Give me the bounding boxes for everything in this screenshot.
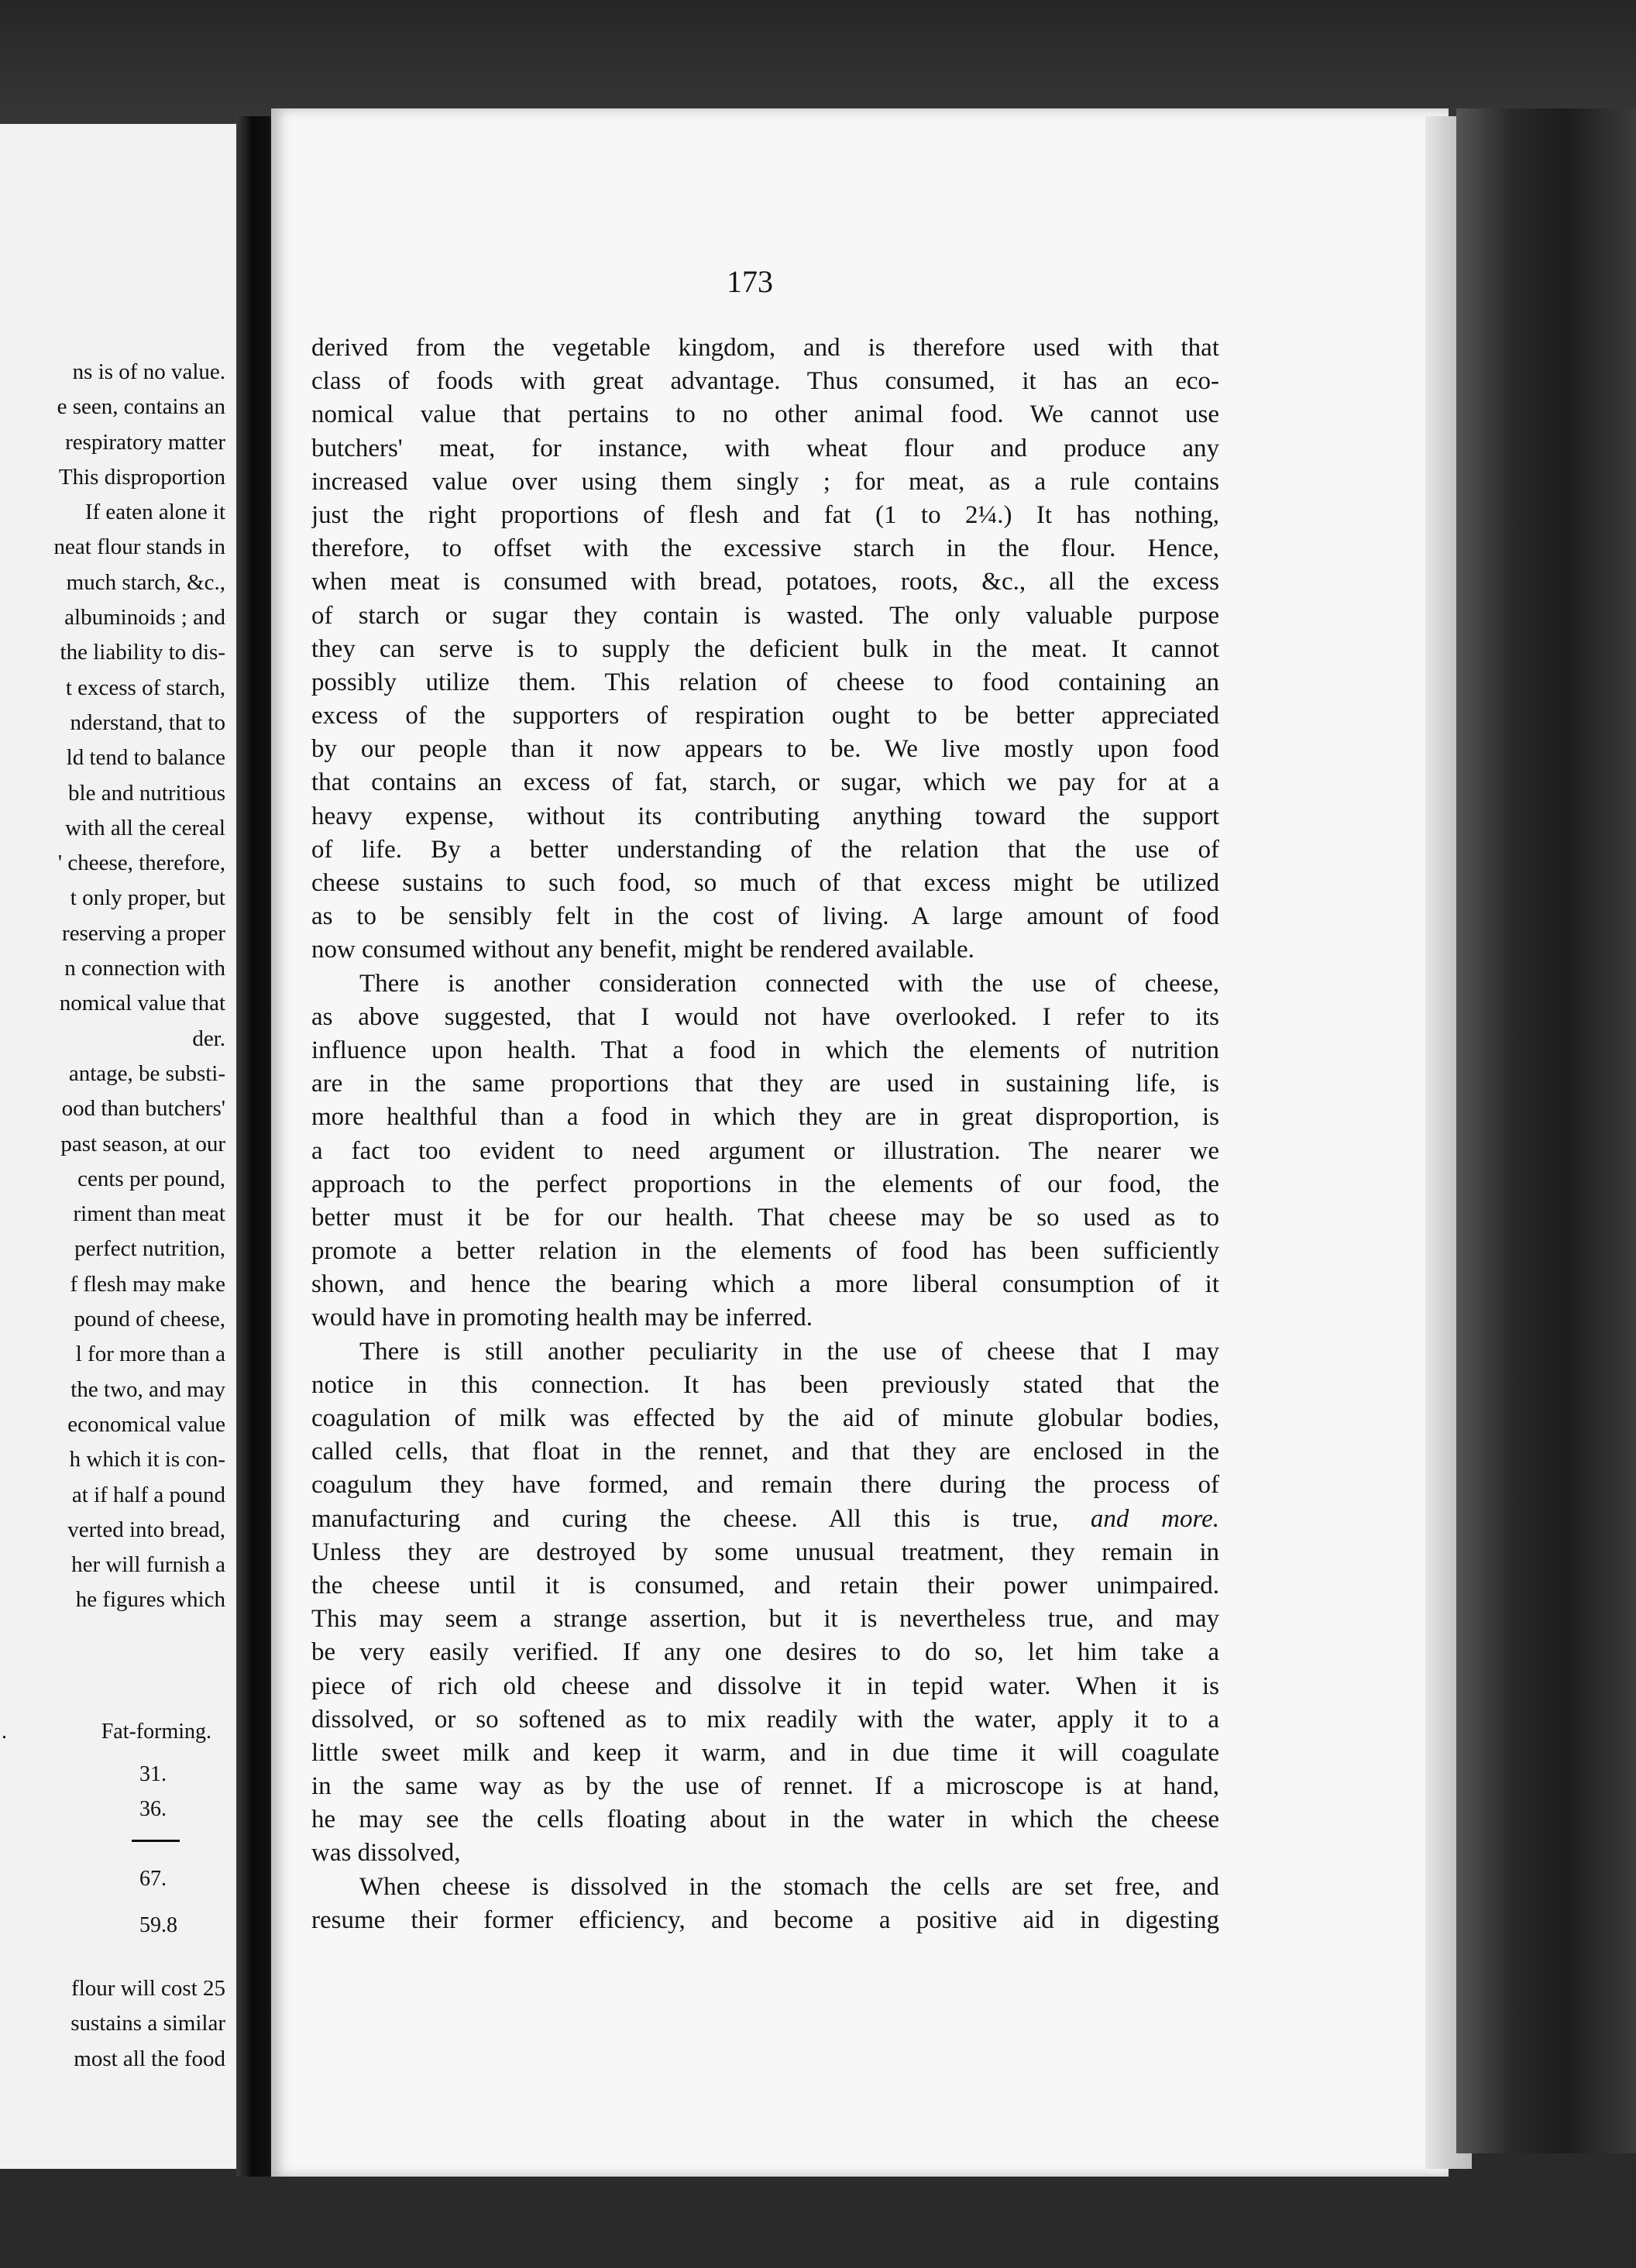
text-line [311, 1871, 1219, 1904]
text-line [311, 766, 1219, 799]
text-line-content: excess of the supporters of respiration ought to be better appreciated [311, 702, 1219, 730]
text-line [311, 1301, 1219, 1335]
left-text-line: e seen, contains an [57, 394, 225, 420]
left-text-line: with all the cereal [65, 815, 225, 840]
text-line-content: notice in this connection. It has been previously stated that the [311, 1370, 1219, 1399]
left-text-line: ns is of no value. [72, 359, 225, 384]
emphasis-text: and more. [1090, 1504, 1219, 1533]
left-text-line: t excess of starch, [65, 675, 225, 700]
text-line [311, 699, 1219, 733]
text-line [311, 365, 1219, 398]
text-line-content: he may see the cells floating about in the water in which the cheese [311, 1806, 1219, 1834]
text-line [311, 1469, 1219, 1502]
text-line [311, 1402, 1219, 1435]
left-table-rule [132, 1840, 180, 1842]
text-line [311, 1803, 1219, 1837]
left-text-line: riment than meat [73, 1201, 225, 1227]
text-line [311, 900, 1219, 933]
text-line-content: now consumed without any benefit, might be rendered available. [311, 936, 974, 964]
left-text-line: ' cheese, therefore, [57, 850, 225, 876]
text-line [311, 1101, 1219, 1134]
left-text-line: economical value [67, 1411, 225, 1437]
left-text-line: much starch, &c., [66, 569, 225, 595]
text-line-content: of starch or sugar they contain is wasted. The only valuable purpose [311, 601, 1219, 630]
text-line-content: There is another consideration connected with the use of cheese, [359, 969, 1219, 998]
text-line-content: as to be sensibly felt in the cost of living. A large amount of food [311, 902, 1219, 931]
left-text-line: her will furnish a [71, 1552, 225, 1578]
text-line-content: resume their former efficiency, and become a positive aid in digesting [311, 1905, 1219, 1934]
text-line [311, 833, 1219, 867]
text-line [311, 1536, 1219, 1569]
text-line [311, 933, 1219, 967]
text-line-content: the cheese until it is consumed, and retain their power unimpaired. [311, 1571, 1219, 1600]
left-page-bottom-text [0, 1971, 225, 2077]
text-line [311, 1703, 1219, 1737]
left-text-line: past season, at our [60, 1131, 225, 1156]
text-line [311, 432, 1219, 466]
left-text-line: ble and nutritious [68, 780, 225, 806]
text-line [311, 967, 1219, 1001]
text-line-content: derived from the vegetable kingdom, and is therefore used with that [311, 334, 1219, 362]
text-line [311, 1503, 1219, 1536]
left-text-line: h which it is con- [69, 1447, 225, 1472]
left-text-line: he figures which [75, 1587, 225, 1613]
text-line-content: are in the same proportions that they are used in sustaining life, is [311, 1070, 1219, 1098]
text-line [311, 1670, 1219, 1703]
text-line [311, 733, 1219, 766]
text-line [311, 499, 1219, 532]
text-line [311, 1837, 1219, 1870]
text-line-content: they can serve is to supply the deficient bulk in the meat. It cannot [311, 634, 1219, 663]
text-line-content: class of foods with great advantage. Thus consumed, it has an eco- [311, 367, 1219, 396]
text-line-content: better must it be for our health. That cheese may be so used as to [311, 1203, 1219, 1232]
left-text-line: nderstand, that to [70, 710, 225, 735]
left-text-line: l for more than a [75, 1342, 225, 1367]
page-number: 173 [727, 264, 773, 299]
text-line-content: influence upon health. That a food in which the elements of nutrition [311, 1036, 1219, 1064]
left-text-line: pound of cheese, [74, 1307, 225, 1332]
left-text-line: most all the food [74, 2046, 225, 2071]
left-page [0, 124, 236, 2169]
text-line-content: dissolved, or so softened as to mix readily with the water, apply it to a [311, 1705, 1219, 1734]
left-text-line: flour will cost 25 [71, 1976, 225, 2001]
text-line [311, 1369, 1219, 1402]
text-line-content: little sweet milk and keep it warm, and in due time it will coagulate [311, 1738, 1219, 1767]
text-line-content: This may seem a strange assertion, but it is nevertheless true, and may [311, 1605, 1219, 1634]
text-line-content: by our people than it now appears to be. We live mostly upon food [311, 735, 1219, 764]
text-line [311, 532, 1219, 565]
text-line-content: promote a better relation in the elements of food has been sufficiently [311, 1237, 1219, 1266]
text-line [311, 565, 1219, 599]
text-line [311, 1201, 1219, 1235]
text-line [311, 600, 1219, 633]
text-line [311, 1135, 1219, 1168]
left-text-line: albuminoids ; and [64, 605, 225, 631]
text-line-content: a fact too evident to need argument or illustration. The nearer we [311, 1136, 1219, 1165]
text-line-content: manufacturing and curing the cheese. All this is true, [311, 1504, 1091, 1533]
text-line-content: just the right proportions of flesh and fat (1 to 2¼.) It has nothing, [311, 500, 1219, 529]
text-line [311, 1435, 1219, 1469]
text-line [311, 867, 1219, 900]
left-text-line: at if half a pound [71, 1482, 225, 1507]
text-line [311, 1235, 1219, 1268]
text-line [311, 1067, 1219, 1101]
text-line [311, 1001, 1219, 1034]
text-line-content: There is still another peculiarity in the use of cheese that I may [359, 1337, 1219, 1366]
text-line [311, 1770, 1219, 1803]
left-text-line: perfect nutrition, [74, 1236, 225, 1262]
left-text-line: nomical value that [59, 991, 225, 1016]
left-text-line: der. [192, 1026, 225, 1051]
text-line-content: in the same way as by the use of rennet. If a microscope is at hand, [311, 1772, 1219, 1801]
left-text-line: ood than butchers' [61, 1096, 225, 1122]
left-table-value: 31. [139, 1762, 167, 1786]
left-text-line: the liability to dis- [60, 640, 225, 665]
book-cover-edge [1456, 108, 1636, 2153]
text-line [311, 1603, 1219, 1636]
text-line [311, 466, 1219, 499]
text-line-content: more healthful than a food in which they are in great disproportion, is [311, 1103, 1219, 1132]
text-line-content: was dissolved, [311, 1839, 461, 1868]
text-line-content: therefore, to offset with the excessive starch in the flour. Hence, [311, 534, 1219, 563]
text-line [311, 1636, 1219, 1669]
left-text-line: respiratory matter [65, 429, 225, 455]
text-line-content: butchers' meat, for instance, with wheat flour and produce any [311, 434, 1219, 462]
text-line-content: increased value over using them singly ; for meat, as a rule contains [311, 467, 1219, 496]
left-table-value: 59.8 [139, 1913, 177, 1937]
text-line [311, 1168, 1219, 1201]
text-line-content: nomical value that pertains to no other animal food. We cannot use [311, 400, 1219, 429]
left-text-line: antage, be substi- [68, 1060, 225, 1086]
left-text-line: the two, and may [70, 1376, 225, 1402]
text-line-content: coagulation of milk was effected by the aid of minute globular bodies, [311, 1404, 1219, 1432]
text-line-content: be very easily verified. If any one desires to do so, let him take a [311, 1638, 1219, 1667]
text-line [311, 1335, 1219, 1369]
text-line-content: of life. By a better understanding of the relation that the use of [311, 835, 1219, 864]
text-line-content: piece of rich old cheese and dissolve it in tepid water. When it is [311, 1672, 1219, 1700]
text-line [311, 1268, 1219, 1301]
text-line-content: When cheese is dissolved in the stomach the cells are set free, and [359, 1872, 1219, 1901]
text-line [311, 666, 1219, 699]
text-line-content: approach to the perfect proportions in the elements of our food, the [311, 1170, 1219, 1198]
text-line [311, 1904, 1219, 1937]
text-line-content: that contains an excess of fat, starch, or sugar, which we pay for at a [311, 768, 1219, 797]
text-line-content: cheese sustains to such food, so much of that excess might be utilized [311, 869, 1219, 897]
text-line [311, 633, 1219, 666]
text-line-content: when meat is consumed with bread, potatoes, roots, &c., all the excess [311, 568, 1219, 596]
text-line-content: called cells, that float in the rennet, and that they are enclosed in the [311, 1438, 1219, 1466]
left-table-value: 36. [139, 1797, 167, 1821]
left-text-line: f flesh may make [70, 1271, 225, 1297]
text-line [311, 1034, 1219, 1067]
left-text-line: verted into bread, [67, 1517, 225, 1542]
text-line-content: Unless they are destroyed by some unusual treatment, they remain in [311, 1538, 1219, 1566]
text-line [311, 1737, 1219, 1770]
left-page-text [0, 355, 225, 1618]
text-line [311, 1569, 1219, 1603]
text-line-content: as above suggested, that I would not have overlooked. I refer to its [311, 1002, 1219, 1031]
left-text-line: n connection with [64, 956, 225, 981]
left-text-line: neat flour stands in [53, 534, 225, 560]
text-line-content: possibly utilize them. This relation of cheese to food containing an [311, 668, 1219, 696]
left-table-dot: . [2, 1720, 7, 1744]
left-text-line: cents per pound, [77, 1166, 225, 1191]
left-table-header: Fat-forming. [101, 1720, 211, 1744]
left-text-line: reserving a proper [62, 920, 225, 946]
text-line [311, 398, 1219, 431]
left-text-line: ld tend to balance [66, 745, 225, 771]
text-line-content: would have in promoting health may be inferred. [311, 1304, 813, 1332]
text-line [311, 800, 1219, 833]
text-line-content: shown, and hence the bearing which a more liberal consumption of it [311, 1270, 1219, 1299]
page-body-text [311, 332, 1219, 1937]
text-line [311, 332, 1219, 365]
left-text-line: If eaten alone it [84, 500, 225, 525]
text-line-content: heavy expense, without its contributing anything toward the support [311, 802, 1219, 830]
text-line-content: coagulum they have formed, and remain there during the process of [311, 1471, 1219, 1500]
left-text-line: sustains a similar [70, 2011, 225, 2036]
left-text-line: t only proper, but [70, 885, 225, 911]
left-text-line: This disproportion [58, 464, 225, 490]
left-table-value: 67. [139, 1867, 167, 1891]
